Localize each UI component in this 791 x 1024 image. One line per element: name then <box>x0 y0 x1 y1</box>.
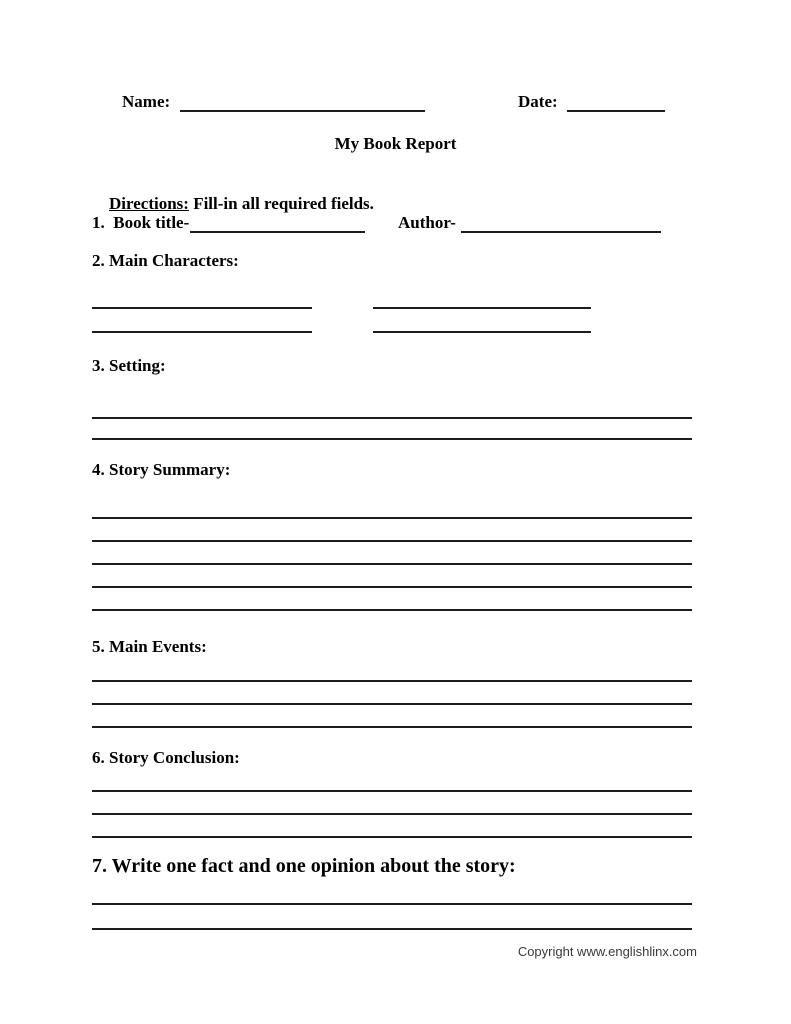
main-character-field-1[interactable] <box>92 307 312 309</box>
main-events-field-2[interactable] <box>92 703 692 705</box>
main-character-field-2[interactable] <box>373 307 591 309</box>
setting-field-1[interactable] <box>92 417 692 419</box>
story-summary-field-2[interactable] <box>92 540 692 542</box>
name-field[interactable] <box>180 110 425 112</box>
story-summary-field-3[interactable] <box>92 563 692 565</box>
fact-opinion-field-1[interactable] <box>92 903 692 905</box>
directions-label: Directions: <box>109 193 189 213</box>
story-conclusion-field-3[interactable] <box>92 836 692 838</box>
story-summary-field-1[interactable] <box>92 517 692 519</box>
book-title-field[interactable] <box>190 231 365 233</box>
author-field[interactable] <box>461 231 661 233</box>
fact-opinion-label: 7. Write one fact and one opinion about the story: <box>92 855 516 877</box>
copyright-text: Copyright www.englishlinx.com <box>517 944 697 959</box>
main-events-field-1[interactable] <box>92 680 692 682</box>
story-summary-field-4[interactable] <box>92 586 692 588</box>
setting-field-2[interactable] <box>92 438 692 440</box>
page-title: My Book Report <box>334 134 457 153</box>
main-character-field-3[interactable] <box>92 331 312 333</box>
story-conclusion-field-2[interactable] <box>92 813 692 815</box>
story-summary-label: 4. Story Summary: <box>92 460 231 479</box>
story-conclusion-field-1[interactable] <box>92 790 692 792</box>
main-characters-label: 2. Main Characters: <box>92 251 239 270</box>
setting-label: 3. Setting: <box>92 356 166 375</box>
main-events-field-3[interactable] <box>92 726 692 728</box>
author-label: Author- <box>398 213 456 232</box>
book-title-label: 1. Book title- <box>92 213 190 232</box>
date-field[interactable] <box>567 110 665 112</box>
date-label: Date: <box>518 92 558 111</box>
directions-text: Fill-in all required fields. <box>188 193 374 213</box>
story-conclusion-label: 6. Story Conclusion: <box>92 748 240 767</box>
name-label: Name: <box>122 92 171 111</box>
main-events-label: 5. Main Events: <box>92 637 207 656</box>
main-character-field-4[interactable] <box>373 331 591 333</box>
story-summary-field-5[interactable] <box>92 609 692 611</box>
fact-opinion-field-2[interactable] <box>92 928 692 930</box>
